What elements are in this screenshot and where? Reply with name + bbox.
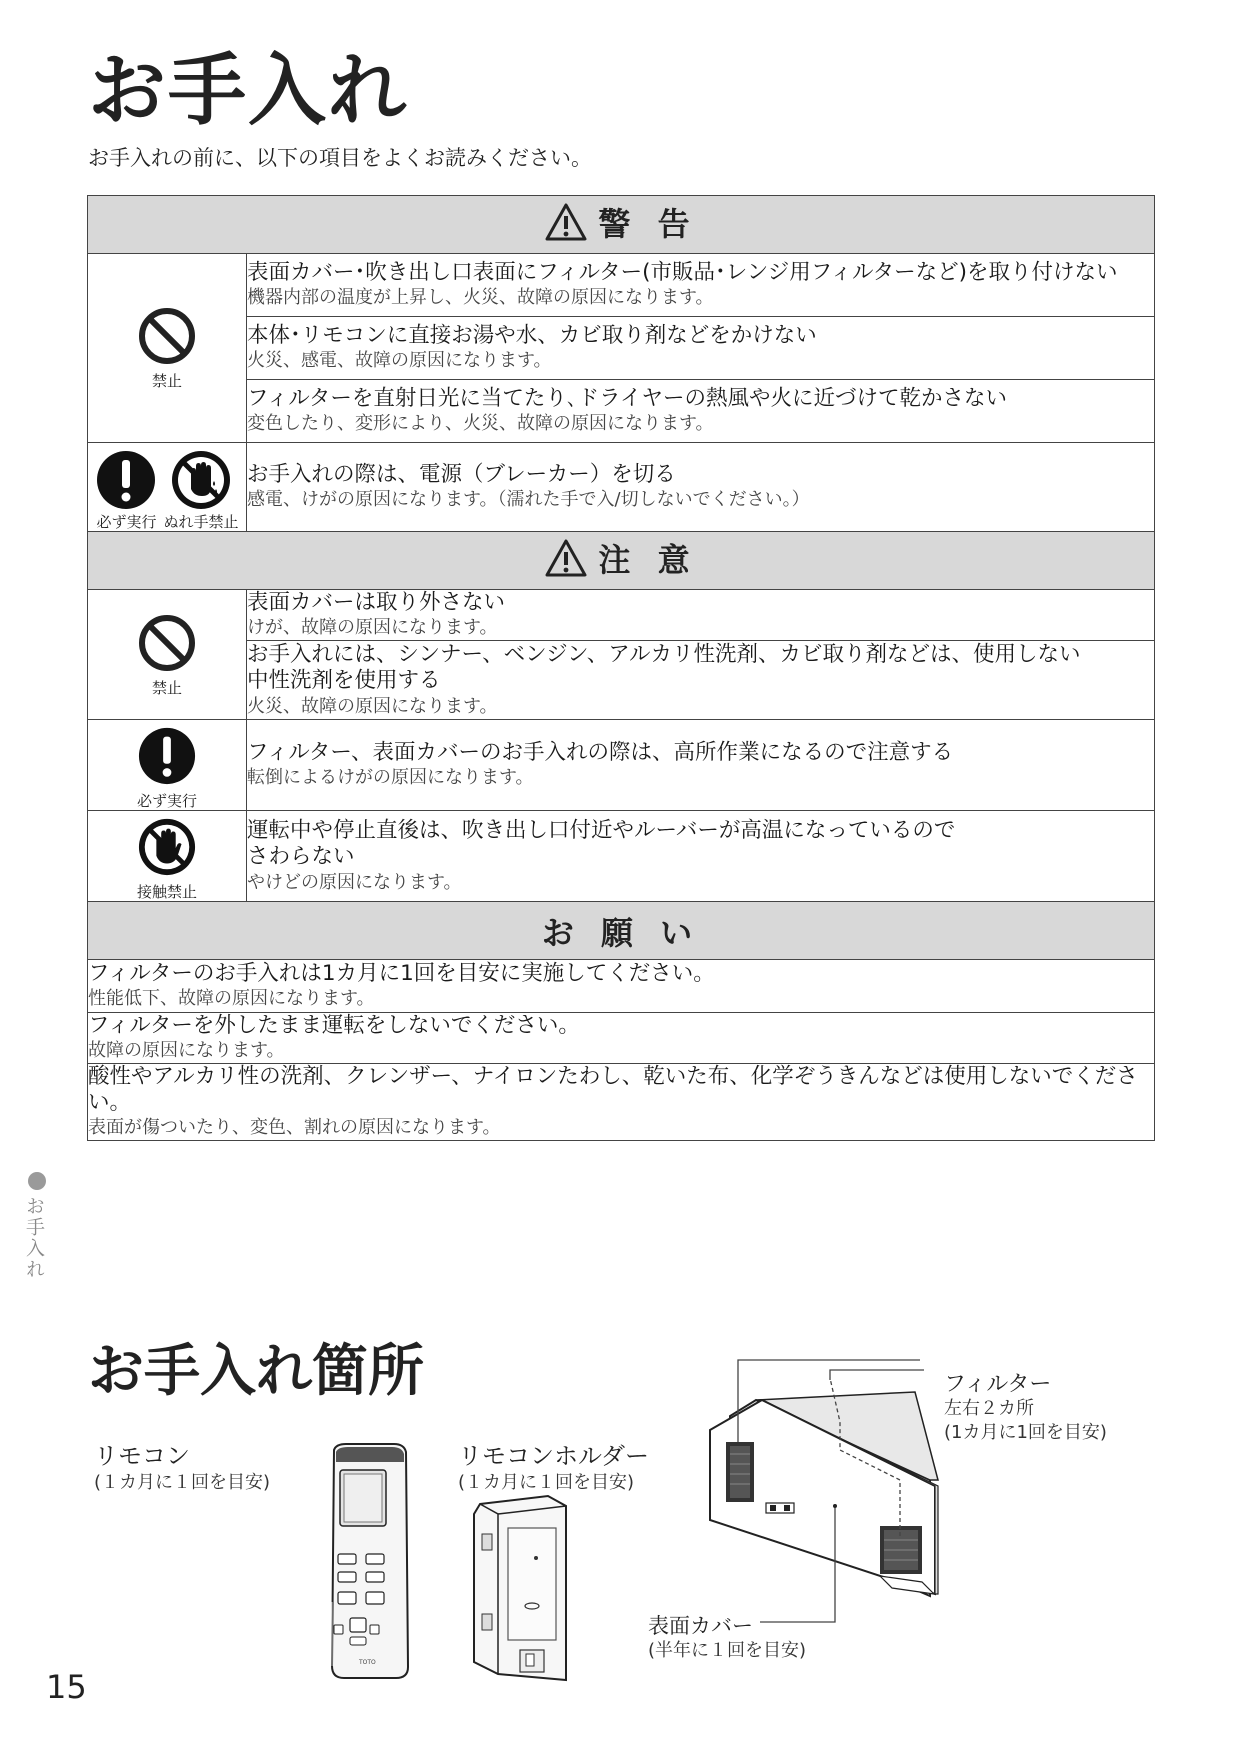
no-wet-hands-label: ぬれ手禁止 bbox=[163, 513, 239, 531]
prohibited-label: 禁止 bbox=[151, 678, 182, 697]
caution-item-main: お手入れには、シンナー、ベンジン、アルカリ性洗剤、カビ取り剤などは、使用しない bbox=[247, 642, 1081, 668]
side-tab-label: お手入れ bbox=[23, 1196, 45, 1280]
warning-header-label: 警 告 bbox=[598, 205, 698, 243]
prohibited-icon bbox=[137, 613, 197, 673]
caution-item-main: 運転中や停止直後は、吹き出し口付近やルーバーが高温になっているので bbox=[247, 818, 956, 844]
mandatory-action-label: 必ず実行 bbox=[96, 513, 157, 531]
request-item bbox=[88, 1064, 1155, 1141]
request-item-main: フィルターを外したまま運転をしないでください。 bbox=[88, 1013, 580, 1039]
caution-header-label: 注 意 bbox=[598, 541, 698, 579]
caution-item-sub: 転倒によるけがの原因になります。 bbox=[247, 767, 534, 789]
warning-header bbox=[88, 196, 1155, 254]
caution-item bbox=[247, 811, 1155, 902]
warning-item-main: 表面カバー･吹き出し口表面にフィルター(市販品･レンジ用フィルターなど)を取り付けない bbox=[247, 260, 1118, 286]
filter-label: フィルター bbox=[944, 1372, 1052, 1397]
warning-item-sub: 機器内部の温度が上昇し、火災、故障の原因になります。 bbox=[247, 287, 714, 309]
prohibited-label: 禁止 bbox=[151, 372, 182, 390]
remote-label: リモコン bbox=[94, 1442, 190, 1470]
warning-triangle-icon bbox=[544, 202, 588, 242]
main-unit-illustration bbox=[690, 1360, 1110, 1600]
page-title: お手入れ bbox=[88, 46, 409, 136]
no-touch-icon-cell bbox=[88, 811, 247, 902]
request-item-sub: 故障の原因になります。 bbox=[88, 1040, 285, 1062]
side-tab-bullet bbox=[28, 1172, 46, 1190]
caution-item-main-line2: 中性洗剤を使用する bbox=[247, 668, 441, 694]
warning-item bbox=[247, 254, 1155, 317]
request-item-main: 酸性やアルカリ性の洗剤、クレンザー、ナイロンたわし、乾いた布、化学ぞうきんなどは使用しないでください。 bbox=[88, 1064, 1138, 1116]
request-item-sub: 性能低下、故障の原因になります。 bbox=[88, 988, 375, 1010]
caution-item-main-line2: さわらない bbox=[247, 844, 355, 870]
remote-frequency: (１カ月に１回を目安) bbox=[94, 1472, 271, 1493]
mandatory-action-icon bbox=[95, 449, 157, 511]
warning-item bbox=[247, 380, 1155, 443]
prohibited-icon-cell bbox=[88, 254, 247, 443]
mandatory-wet-hand-icon-cell bbox=[88, 443, 247, 532]
caution-item-main: 表面カバーは取り外さない bbox=[247, 590, 506, 616]
request-item bbox=[88, 1013, 1155, 1064]
section-title-locations: お手入れ箇所 bbox=[88, 1339, 424, 1404]
warning-item-main: フィルターを直射日光に当てたり､ドライヤーの熱風や火に近づけて乾かさない bbox=[247, 386, 1008, 412]
cover-frequency: (半年に１回を目安) bbox=[648, 1640, 807, 1661]
safety-table bbox=[87, 195, 1155, 1141]
intro-text: お手入れの前に、以下の項目をよくお読みください。 bbox=[88, 146, 592, 170]
warning-item-main: 本体･リモコンに直接お湯や水、カビ取り剤などをかけない bbox=[247, 323, 817, 349]
caution-item bbox=[247, 590, 1155, 641]
prohibited-icon bbox=[137, 306, 197, 366]
prohibited-icon-cell bbox=[88, 590, 247, 720]
warning-item-sub: 変色したり、変形により、火災、故障の原因になります。 bbox=[247, 413, 714, 435]
no-wet-hands-icon bbox=[170, 449, 232, 511]
warning-item-sub: 火災、感電、故障の原因になります。 bbox=[247, 350, 552, 372]
caution-item-sub: やけどの原因になります。 bbox=[247, 871, 462, 893]
caution-item bbox=[247, 720, 1155, 811]
mandatory-action-icon bbox=[137, 726, 197, 786]
caution-triangle-icon bbox=[544, 538, 588, 578]
page-number: 15 bbox=[46, 1668, 87, 1706]
filter-frequency: (1カ月に1回を目安) bbox=[944, 1422, 1107, 1443]
request-header bbox=[88, 902, 1155, 960]
holder-label: リモコンホルダー bbox=[458, 1442, 650, 1470]
mandatory-icon-cell bbox=[88, 720, 247, 811]
warning-item bbox=[247, 443, 1155, 532]
remote-control-illustration bbox=[326, 1442, 410, 1682]
cover-label: 表面カバー bbox=[648, 1614, 753, 1638]
caution-item-sub: けが、故障の原因になります。 bbox=[247, 617, 498, 639]
request-item-main: フィルターのお手入れは1カ月に1回を目安に実施してください。 bbox=[88, 961, 715, 987]
request-item bbox=[88, 960, 1155, 1013]
holder-frequency: (１カ月に１回を目安) bbox=[458, 1472, 635, 1493]
caution-header bbox=[88, 532, 1155, 590]
caution-item bbox=[247, 641, 1155, 720]
request-header-label: お 願 い bbox=[541, 913, 701, 952]
warning-item-main: お手入れの際は、電源（ブレーカー）を切る bbox=[247, 462, 676, 488]
no-touch-label: 接触禁止 bbox=[136, 883, 197, 901]
filter-count: 左右２カ所 bbox=[944, 1398, 1034, 1419]
caution-item-sub: 火災、故障の原因になります。 bbox=[247, 695, 498, 717]
caution-item-main: フィルター、表面カバーのお手入れの際は、高所作業になるので注意する bbox=[247, 740, 954, 766]
warning-item-sub: 感電、けがの原因になります。（濡れた手で入/切しないでください。） bbox=[247, 489, 810, 511]
no-touch-icon bbox=[137, 817, 197, 877]
remote-brand-text: TOTO bbox=[359, 1659, 376, 1666]
request-item-sub: 表面が傷ついたり、変色、割れの原因になります。 bbox=[88, 1117, 501, 1139]
warning-item bbox=[247, 317, 1155, 380]
mandatory-action-label: 必ず実行 bbox=[136, 792, 197, 810]
remote-holder-illustration bbox=[468, 1494, 574, 1684]
